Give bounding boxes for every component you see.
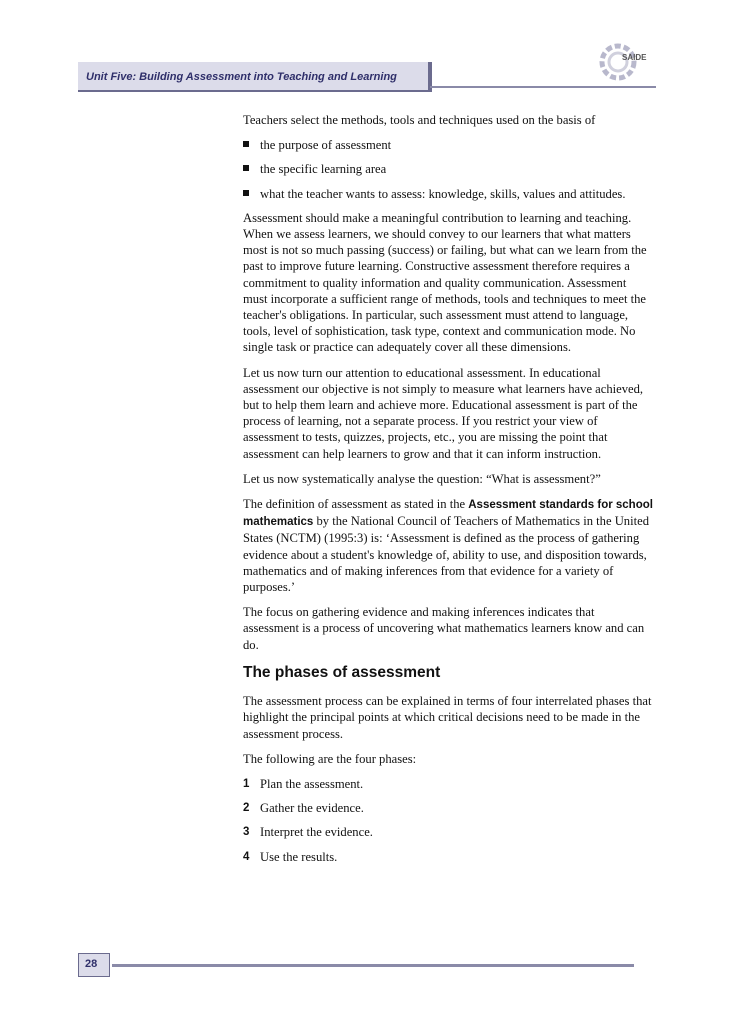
paragraph: Let us now turn our attention to educational assessment. In educational assessment our objective is not simply to measure what learners have achieved, but to help them learn and achieve more. Educational assessment is part of the process of learning, not a separate process. If you restrict your view of assessment to tests, quizzes, projects, etc., you are missing the point that assessment can help learners to grow and that it can inform instruction. bbox=[243, 365, 644, 461]
phase-text: Use the results. bbox=[260, 849, 338, 864]
logo-label: SAIDE bbox=[622, 53, 647, 62]
unit-title: Unit Five: Building Assessment into Teaching and Learning bbox=[86, 71, 397, 83]
list-item bbox=[243, 161, 653, 177]
header-rule bbox=[430, 86, 656, 88]
phase-text: Interpret the evidence. bbox=[260, 825, 373, 840]
intro-paragraph: Teachers select the methods, tools and techniques used on the basis of bbox=[243, 113, 596, 127]
bullet-list bbox=[243, 137, 653, 202]
bullet-text: the purpose of assessment bbox=[260, 138, 392, 153]
definition-lead: The definition of assessment as stated in the bbox=[243, 497, 469, 512]
square-bullet-icon bbox=[243, 141, 249, 147]
phase-number: 4 bbox=[243, 850, 250, 863]
definition-quote: by the National Council of Teachers of Mathematics in the United States (NCTM) (1995:3) is: ‘Assessment is defined as the process of gathering evidence about a student's knowledge of, ability to use, and disposition towards, mathematics and of making inferences from that evidence for a variety of purposes.’ bbox=[243, 514, 649, 595]
phase-number: 3 bbox=[243, 826, 250, 839]
phase-text: Gather the evidence. bbox=[260, 801, 364, 816]
list-item bbox=[243, 824, 653, 840]
phase-text: Plan the assessment. bbox=[260, 776, 364, 791]
list-item bbox=[243, 776, 653, 792]
list-item bbox=[243, 137, 653, 153]
paragraph: The assessment process can be explained in terms of four interrelated phases that highlight the principal points at which critical decisions need to be made in the assessment process. bbox=[243, 694, 652, 741]
paragraph: Let us now systematically analyse the question: “What is assessment?” bbox=[243, 471, 601, 486]
page-number: 28 bbox=[85, 958, 98, 970]
publication-title: Assessment standards for school mathematics bbox=[243, 499, 653, 529]
phase-list bbox=[243, 776, 653, 865]
list-item bbox=[243, 849, 653, 865]
phase-number: 2 bbox=[243, 802, 250, 815]
list-item bbox=[243, 186, 653, 202]
section-heading: The phases of assessment bbox=[243, 663, 441, 681]
list-item bbox=[243, 800, 653, 816]
square-bullet-icon bbox=[243, 165, 249, 171]
bullet-text: what the teacher wants to assess: knowledge, skills, values and attitudes. bbox=[260, 186, 626, 201]
definition-paragraph bbox=[243, 496, 653, 595]
bullet-text: the specific learning area bbox=[260, 162, 387, 177]
paragraph: The following are the four phases: bbox=[243, 751, 417, 766]
square-bullet-icon bbox=[243, 190, 249, 196]
paragraph: The focus on gathering evidence and making inferences indicates that assessment is a process of uncovering what mathematics learners know and can do. bbox=[243, 605, 645, 652]
footer-rule bbox=[112, 964, 634, 967]
paragraph: Assessment should make a meaningful contribution to learning and teaching. When we assess learners, we should convey to our learners that what matters most is not so much passing (success) or failing, but what can we learn from the past to improve future learning. Constructive assessment therefore requires a commitment to quality information and quality communication. Assessment must incorporate a sufficient range of methods, tools and techniques to meet the teacher's obligations. In particular, such assessment must attend to language, tools, level of sophistication, task type, context and communication mode. No single task or practice can adequately cover all these dimensions. bbox=[243, 210, 647, 355]
page-content bbox=[243, 112, 653, 873]
phase-number: 1 bbox=[243, 777, 250, 790]
